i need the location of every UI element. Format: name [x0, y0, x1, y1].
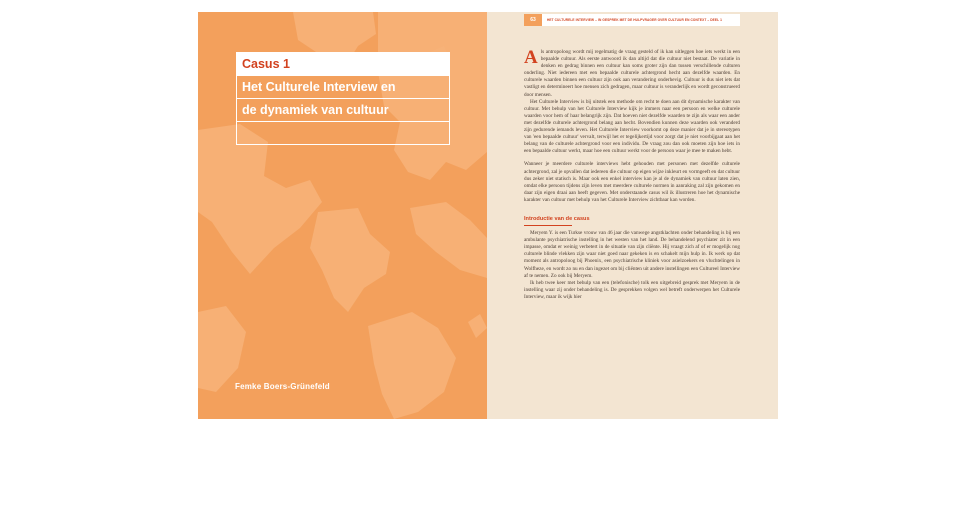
title-empty-row: [237, 122, 449, 144]
body-text: [524, 49, 740, 301]
drop-cap: A: [524, 47, 538, 68]
paragraph-4: Meryem Y. is een Turkse vrouw van 46 jaar die vanwege angstklachten onder behandeling is bij een ambulante psychiatrische instelling in het westen van het land. De behandelend psychiater zit in een impasse, omdat er weinig verbetert in de situatie van zijn cliënte. Hij vraagt zich af of er mogelijk nog culturele blinde vlekken zijn waar niet goed naar gekeken is en schakelt mijn hulp in. Ik werk op dat moment als antropoloog bij Phoenix, een psychiatrische kliniek voor asielzoekers en vluchtelingen in Wolfheze, en wordt zo nu en dan ingezet om bij cliënten uit andere instellingen een Cultureel Interview af te nemen. Zo ook bij Meryem.: [524, 230, 740, 279]
right-page: [487, 12, 778, 419]
title-box: [236, 52, 450, 145]
paragraph-1: [524, 49, 740, 99]
section-title: Introductie van de casus: [524, 216, 572, 226]
paragraph-2: Het Culturele Interview is bij uitstek een methode om recht te doen aan dit dynamische karakter van cultuur. Met behulp van het Culturele Interview kijk je immers naar een persoon en welke culturele waarden voor hem of haar belangrijk zijn. Dat hoeven niet dezelfde waarden te zijn als waar een ander met dezelfde culturele achtergrond belang aan hecht. Bovendien kunnen deze waarden ook veranderd zijn gedurende iemands leven. Het Culturele Interview voorkomt op deze manier dat je in stereotypen van 'een bepaalde cultuur' vervalt, terwijl het er tegelijkertijd voor zorgt dat je niet voorbijgaat aan het belang van de culturele achtergrond voor een individu. De vraag zou dan ook moeten zijn hoe iets in een bepaalde cultuur werkt, maar hoe een cultuur werkt voor de persoon waar je mee te maken hebt.: [524, 98, 740, 155]
page-number: 63: [524, 14, 542, 26]
paragraph-3: Wanneer je meerdere culturele interviews hebt gehouden met personen met dezelfde culturele achtergrond, zal je opvallen dat iedereen die cultuur op eigen wijze inkleurt en vormgeeft en dat cultuur dus zeker niet statisch is. Maar ook een enkel interview kan je al de dynamiek van cultuur laten zien, omdat elke persoon tijdens zijn leven met meerdere culturele normen in aanraking zal zijn gekomen en daar zijn eigen draai aan heeft gegeven. Met onderstaande casus wil ik illustreren hoe het dynamische karakter van cultuur met behulp van het Culturele Interview zichtbaar kan worden.: [524, 161, 740, 203]
paragraph-1-text: ls antropoloog wordt mij regelmatig de vraag gesteld of ik kan uitleggen hoe iets werkt in een bepaalde cultuur. Als eerste antwoord ik dan altijd dat die cultuur niet bestaat. De variatie in denken en gedrag binnen een cultuur kan soms groter zijn dan tussen verschillende culturen onderling. Niet iedereen met een bepaalde culturele achtergrond hecht aan dezelfde waarden. En culturele waarden binnen een cultuur zijn ook aan verandering onderhevig. Cultuur is dus niet iets dat vastligt en determineert hoe mensen zich gedragen, maar cultuur is veranderlijk en wordt geconstrueerd door mensen.: [524, 49, 740, 98]
paragraph-5: Ik heb twee keer met behulp van een (telefonische) tolk een uitgebreid gesprek met Meryem in de instelling waar zij onder behandeling is. De gesprekken volgen wel betreft onderwerpen het Culturele Interview, maar ik wijk hier: [524, 279, 740, 300]
title-line-2: de dynamiek van cultuur: [237, 99, 449, 122]
casus-label: Casus 1: [237, 53, 449, 76]
left-page: [198, 12, 487, 419]
running-header-bar: [524, 14, 740, 26]
book-spread: [198, 12, 778, 419]
running-header: HET CULTURELE INTERVIEW – IN GESPREK MET DE HULPVRAGER OVER CULTUUR EN CONTEXT – DEEL 1: [547, 18, 722, 22]
author-name: Femke Boers-Grünefeld: [235, 382, 330, 391]
title-line-1: Het Culturele Interview en: [237, 76, 449, 99]
